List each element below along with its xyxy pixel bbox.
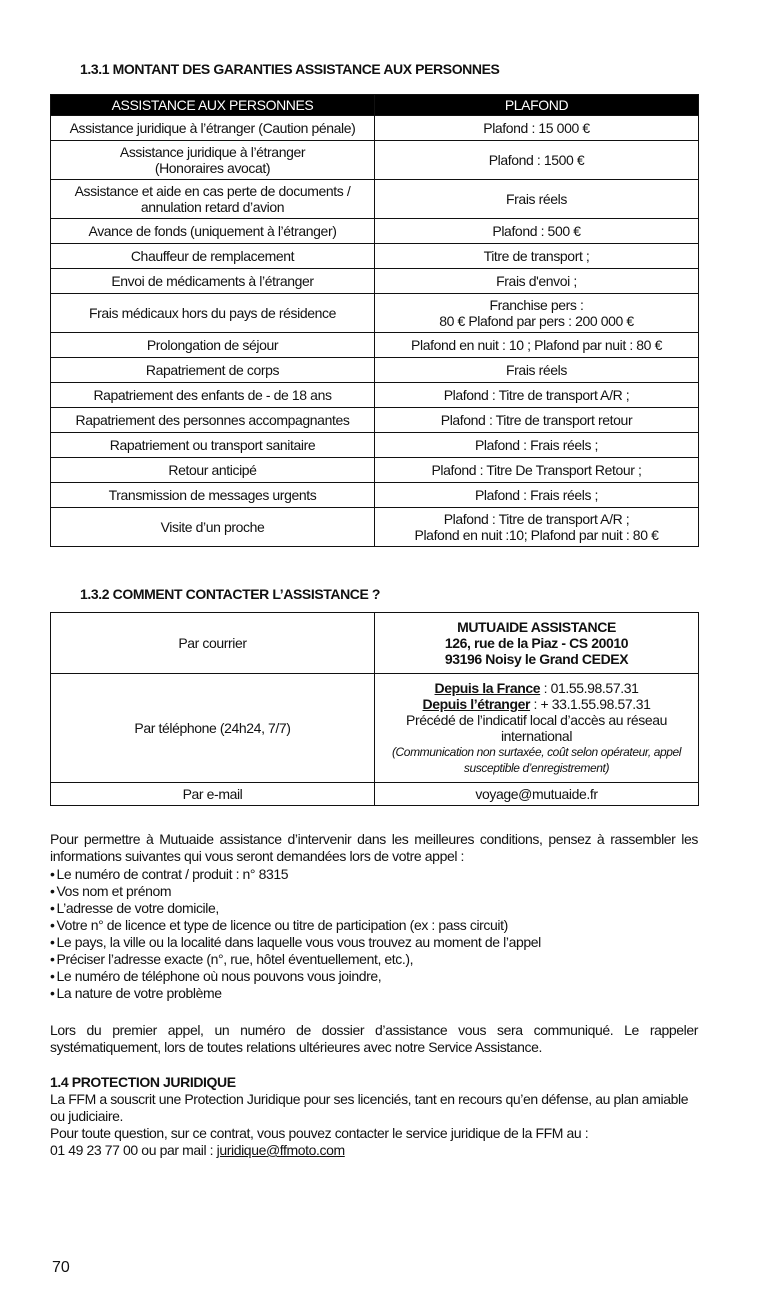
table-row: [51, 141, 699, 180]
list-item: • Vos nom et prénom: [50, 883, 698, 900]
cell-line: Assistance juridique à l’étranger: [119, 144, 306, 160]
table-row: [51, 408, 699, 433]
cell-line: Plafond : 500 €: [492, 223, 581, 239]
header-assistance: ASSISTANCE AUX PERSONNES: [51, 95, 375, 116]
assistance-cell: [51, 116, 375, 141]
protection-juridique-text: [50, 1091, 698, 1159]
protection-phone: 01 49 23 77 00 ou par mail :: [50, 1142, 217, 1158]
cell-line: Frais réels: [506, 191, 567, 207]
cell-line: Rapatriement des enfants de - de 18 ans: [93, 387, 332, 403]
courrier-address: [375, 613, 699, 674]
phone-france-label: Depuis la France: [434, 680, 541, 696]
cell-line: Rapatriement des personnes accompagnantes: [75, 412, 350, 428]
assistance-cell: [51, 383, 375, 408]
plafond-cell: [375, 116, 699, 141]
cell-line: Transmission de messages urgents: [108, 487, 317, 503]
contact-row-email: [51, 783, 699, 806]
list-item: • Le pays, la ville ou la localité dans laquelle vous vous trouvez au moment de l’appel: [50, 934, 698, 951]
cell-line: (Honoraires avocat): [154, 160, 271, 176]
list-item: • Le numéro de téléphone où nous pouvons vous joindre,: [50, 968, 698, 985]
cell-line: Visite d’un proche: [160, 519, 265, 535]
cell-line: Plafond : Titre de transport A/R ;: [443, 387, 630, 403]
section-14-heading: 1.4 PROTECTION JURIDIQUE: [50, 1074, 236, 1090]
table-row: [51, 333, 699, 358]
table-row: [51, 269, 699, 294]
cell-line: Avance de fonds (uniquement à l’étranger): [88, 223, 337, 239]
plafond-cell: [375, 333, 699, 358]
protection-email-link[interactable]: juridique@ffmoto.com: [216, 1142, 345, 1158]
address-line: 126, rue de la Piaz - CS 20010: [444, 635, 629, 651]
section-132-heading: 1.3.2 COMMENT CONTACTER L’ASSISTANCE ?: [80, 586, 381, 602]
table-row: [51, 180, 699, 219]
section-131-heading: 1.3.1 MONTANT DES GARANTIES ASSISTANCE AUX PERSONNES: [80, 61, 500, 77]
cell-line: Titre de transport ;: [483, 248, 590, 264]
cell-line: Plafond : Frais réels ;: [474, 437, 599, 453]
plafond-cell: [375, 269, 699, 294]
assistance-cell: [51, 483, 375, 508]
cell-line: Prolongation de séjour: [146, 337, 279, 353]
phone-france-number: : 01.55.98.57.31: [540, 680, 639, 696]
cell-line: Assistance et aide en cas perte de documents /: [74, 183, 351, 199]
cell-line: Plafond : Titre De Transport Retour ;: [431, 462, 642, 478]
protection-paragraph-1: La FFM a souscrit une Protection Juridique pour ses licenciés, tant en recours qu’en défense, au plan amiable ou judiciaire.: [50, 1091, 689, 1124]
plafond-cell: [375, 508, 699, 547]
table-row: [51, 116, 699, 141]
plafond-cell: [375, 458, 699, 483]
plafond-cell: [375, 141, 699, 180]
protection-paragraph-2: Pour toute question, sur ce contrat, vous pouvez contacter le service juridique de la FFM au :: [50, 1125, 589, 1141]
address-line: 93196 Noisy le Grand CEDEX: [444, 651, 629, 667]
list-item: • Le numéro de contrat / produit : n° 8315: [50, 866, 698, 883]
email-value: voyage@mutuaide.fr: [375, 783, 699, 806]
table-row: [51, 383, 699, 408]
plafond-cell: [375, 433, 699, 458]
cell-line: Envoi de médicaments à l’étranger: [111, 273, 314, 289]
cell-line: Plafond : 15 000 €: [483, 120, 590, 136]
plafond-cell: [375, 358, 699, 383]
guarantees-table: [50, 94, 699, 547]
table-row: [51, 458, 699, 483]
cell-line: Retour anticipé: [168, 462, 257, 478]
assistance-cell: [51, 244, 375, 269]
cell-line: Plafond : 1500 €: [488, 152, 585, 168]
plafond-cell: [375, 383, 699, 408]
address-line: MUTUAIDE ASSISTANCE: [457, 619, 616, 635]
plafond-cell: [375, 483, 699, 508]
info-bullet-list: [50, 866, 698, 1002]
assistance-cell: [51, 333, 375, 358]
protection-contact-line: [50, 1142, 698, 1159]
guarantees-table-body: [51, 116, 699, 547]
plafond-cell: [375, 180, 699, 219]
contact-row-telephone: [51, 674, 699, 783]
cell-line: Chauffeur de remplacement: [130, 248, 295, 264]
cell-line: Plafond en nuit :10; Plafond par nuit : 80 €: [414, 527, 659, 543]
table-header-row: [51, 95, 699, 116]
cell-line: Plafond en nuit : 10 ; Plafond par nuit : 80 €: [411, 337, 662, 353]
cell-line: Frais médicaux hors du pays de résidence: [88, 305, 337, 321]
contact-table: [50, 612, 699, 806]
phone-cost-note: (Communication non surtaxée, coût selon opérateur, appel susceptible d’enregistrement): [391, 745, 682, 775]
cell-line: Frais réels: [506, 362, 567, 378]
header-plafond: PLAFOND: [375, 95, 699, 116]
assistance-cell: [51, 508, 375, 547]
cell-line: Rapatriement ou transport sanitaire: [109, 437, 316, 453]
assistance-cell: [51, 180, 375, 219]
assistance-cell: [51, 269, 375, 294]
courrier-label: Par courrier: [51, 613, 375, 674]
list-item: • Préciser l’adresse exacte (n°, rue, hôtel éventuellement, etc.),: [50, 951, 698, 968]
table-row: [51, 358, 699, 383]
email-label: Par e-mail: [51, 783, 375, 806]
cell-line: Plafond : Titre de transport retour: [440, 412, 633, 428]
assistance-cell: [51, 433, 375, 458]
list-item: • La nature de votre problème: [50, 985, 698, 1002]
table-row: [51, 219, 699, 244]
page-number: 70: [52, 1259, 70, 1276]
table-row: [51, 294, 699, 333]
dossier-paragraph: Lors du premier appel, un numéro de dossier d’assistance vous sera communiqué. Le rappeler systématiquement, lors de toutes relations ultérieures avec notre Service Assistance.: [50, 1022, 698, 1055]
table-row: [51, 244, 699, 269]
plafond-cell: [375, 408, 699, 433]
assistance-cell: [51, 294, 375, 333]
plafond-cell: [375, 294, 699, 333]
assistance-cell: [51, 458, 375, 483]
assistance-cell: [51, 358, 375, 383]
table-row: [51, 433, 699, 458]
contact-row-courrier: [51, 613, 699, 674]
cell-line: Rapatriement de corps: [145, 362, 280, 378]
cell-line: Franchise pers :: [489, 297, 584, 313]
cell-line: Plafond : Frais réels ;: [474, 487, 599, 503]
phone-france: [379, 680, 694, 696]
phone-abroad-number: : + 33.1.55.98.57.31: [530, 696, 651, 712]
list-item: • Votre n° de licence et type de licence ou titre de participation (ex : pass circuit): [50, 917, 698, 934]
list-item: • L’adresse de votre domicile,: [50, 900, 698, 917]
assistance-cell: [51, 219, 375, 244]
plafond-cell: [375, 219, 699, 244]
cell-line: Frais d'envoi ;: [496, 273, 577, 289]
intro-paragraph: Pour permettre à Mutuaide assistance d’intervenir dans les meilleures conditions, pensez à rassembler les informations suivantes qui vous seront demandées lors de votre appel :: [50, 831, 698, 864]
cell-line: Plafond : Titre de transport A/R ;: [443, 511, 630, 527]
table-row: [51, 508, 699, 547]
cell-line: 80 € Plafond par pers : 200 000 €: [439, 313, 634, 329]
telephone-label: Par téléphone (24h24, 7/7): [51, 674, 375, 783]
assistance-cell: [51, 141, 375, 180]
cell-line: annulation retard d’avion: [140, 199, 285, 215]
plafond-cell: [375, 244, 699, 269]
phone-abroad-label: Depuis l’étranger: [422, 696, 531, 712]
telephone-details: [375, 674, 699, 783]
phone-prefix-note: Précédé de l’indicatif local d’accès au réseau international: [406, 712, 667, 744]
assistance-cell: [51, 408, 375, 433]
cell-line: Assistance juridique à l’étranger (Caution pénale): [69, 120, 356, 136]
phone-abroad: [379, 696, 694, 712]
table-row: [51, 483, 699, 508]
